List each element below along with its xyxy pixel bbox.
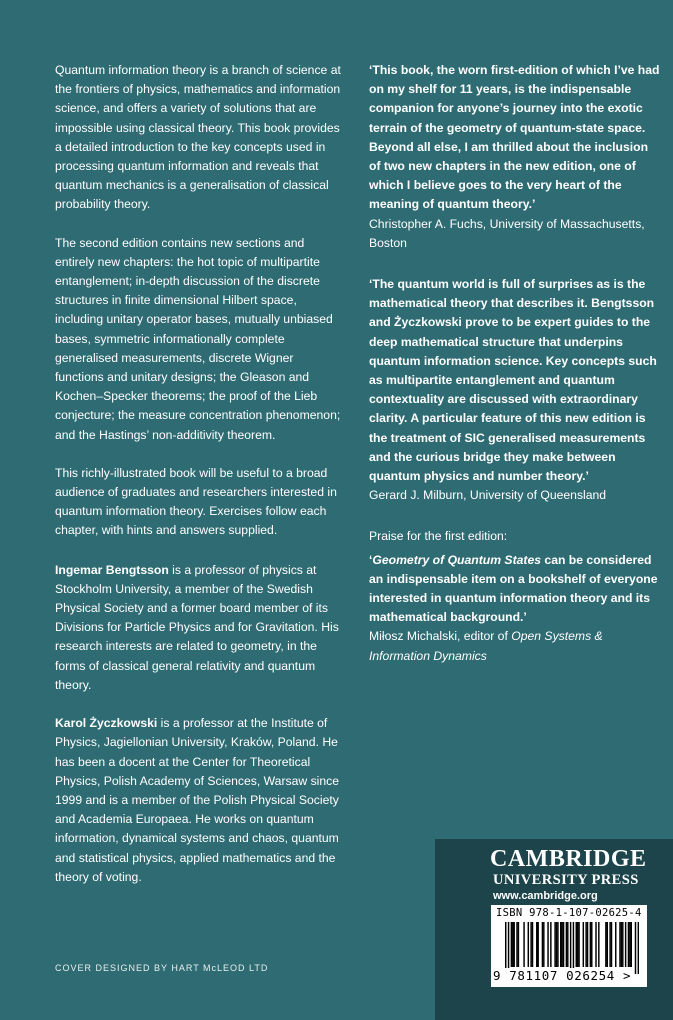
- barcode-bar: [609, 922, 610, 967]
- barcode-bar: [567, 922, 568, 967]
- quote-rest: can be considered an indispensable item on a bookshelf of everyone interested in quantum information theory and its mathematical background.’: [369, 552, 658, 625]
- barcode-bar: [543, 922, 544, 967]
- barcode-bar: [557, 922, 558, 967]
- review-quote-michalski: [369, 551, 661, 628]
- barcode-bar: [605, 922, 606, 967]
- review-attribution-milburn: Gerard J. Milburn, University of Queensland: [369, 488, 607, 503]
- barcode-icon: [505, 922, 639, 974]
- barcode-bar: [619, 922, 620, 967]
- barcode-bar: [556, 922, 557, 967]
- barcode-bar: [560, 922, 561, 967]
- journal-name: Open Systems & Information Dynamics: [369, 629, 603, 663]
- barcode-bar: [528, 922, 529, 967]
- barcode-bar: [576, 922, 577, 967]
- author-bio-zyczkowski: [55, 714, 345, 887]
- attribution-prefix: Miłosz Michalski, editor of: [369, 629, 512, 644]
- barcode-bar: [561, 922, 562, 967]
- author-bio-text-zyczkowski: is a professor at the Institute of Physics, Jagiellonian University, Kraków, Poland. He has been a docent at the Center for Theoretical Physics, Polish Academy of Sciences, Warsaw since 1999 and is a member of the Polish Physical Society and Academia Europaea. He works on quantum information, dynamical systems and chaos, quantum and statistical physics, applied mathematics and the theory of voting.: [55, 716, 340, 884]
- barcode-bar: [536, 922, 537, 967]
- quote-open-mark: ‘: [369, 552, 373, 567]
- publisher-press: UNIVERSITY PRESS: [493, 872, 639, 888]
- barcode-bar: [570, 922, 571, 974]
- barcode-bar: [512, 922, 513, 967]
- publisher-box: [435, 839, 673, 1020]
- review-attribution-michalski: [369, 627, 661, 665]
- barcode-bar: [516, 922, 517, 967]
- barcode-bar: [591, 922, 592, 967]
- barcode-bar: [523, 922, 524, 967]
- barcode-bar: [542, 922, 543, 967]
- barcode-bar: [629, 922, 630, 967]
- barcode-bar: [611, 922, 612, 967]
- review-quote-milburn: ‘The quantum world is full of surprises as is the mathematical theory that describes it. Bengtsson and Życzkowski prove to be expert guides to the deep mathematical structure that underpins quantum information science. Key concepts such as multipartite entanglement and quantum contextuality are discussed with extraordinary clarity. A particular feature of this new edition is the treatment of SIC generalised measurements and the curious bridge they make between quantum physics and number theory.’: [369, 277, 657, 484]
- barcode-bar: [577, 922, 578, 967]
- barcode-bar: [625, 922, 626, 967]
- author-bio-text-bengtsson: is a professor of physics at Stockholm University, a member of the Swedish Physical Society and a former board member of its Divisions for Particle Physics and for Gravitation. His research interests are related to geometry, in the forms of classical general relativity and quantum theory.: [55, 562, 339, 692]
- publisher-name: CAMBRIDGE: [490, 846, 647, 872]
- barcode-bar: [587, 922, 588, 967]
- barcode-bar: [563, 922, 564, 967]
- cover-design-credit: COVER DESIGNED BY HART McLEOD LTD: [55, 963, 269, 973]
- praise-heading: Praise for the first edition:: [369, 529, 508, 544]
- barcode-bar: [622, 922, 623, 967]
- author-bio-bengtsson: [55, 561, 345, 695]
- barcode-bar: [585, 922, 586, 967]
- barcode-bar: [595, 922, 596, 967]
- barcode-bar: [578, 922, 579, 967]
- barcode-bar: [638, 922, 639, 974]
- barcode-bar: [550, 922, 551, 967]
- barcode-bar: [566, 922, 567, 967]
- left-column: [55, 61, 345, 906]
- description-paragraph-2: The second edition contains new sections and entirely new chapters: the hot topic of multipartite entanglement; in-depth discussion of the discrete structures in finite dimensional Hilbert space, including unitary operator bases, mutually unbiased bases, symmetric informationally complete generalised measurements, discrete Wigner functions and unitary designs; the Gleason and Kochen–Specker theorems; the proof of the Lieb conjecture; the measure concentration phenomenon; and the Hastings’ non-additivity theorem.: [55, 235, 341, 442]
- barcode-bar: [635, 922, 636, 974]
- barcode-bar: [511, 922, 512, 967]
- review-attribution-fuchs: Christopher A. Fuchs, University of Massachusetts, Boston: [369, 216, 645, 250]
- barcode-bar: [573, 922, 574, 974]
- barcode-bar: [554, 922, 555, 967]
- review-quote-fuchs: ‘This book, the worn first-edition of which I’ve had on my shelf for 11 years, is the indispensable companion for anyone’s journey into the exotic terrain of the geometry of quantum-state space. Beyond all else, I am thrilled about the inclusion of two new chapters in the new edition, one of which I believe goes to the very heart of the meaning of quantum theory.’: [369, 63, 660, 212]
- isbn-text: ISBN 978-1-107-02625-4: [496, 907, 642, 919]
- barcode-digits: 9 781107 026254 >: [493, 968, 632, 983]
- description-paragraph-1: Quantum information theory is a branch of science at the frontiers of physics, mathematics and information science, and offers a variety of solutions that are impossible using classical theory. This book provides a detailed introduction to the key concepts used in processing quantum information and reveals that quantum mechanics is a generalisation of classical probability theory.: [55, 63, 341, 212]
- description-paragraph-3: This richly-illustrated book will be useful to a broad audience of graduates and researchers interested in quantum information theory. Exercises follow each chapter, with hints and answers supplied.: [55, 465, 337, 538]
- barcode-bar: [590, 922, 591, 967]
- barcode-bar: [508, 922, 509, 974]
- barcode-bar: [505, 922, 506, 974]
- barcode-bar: [518, 922, 519, 967]
- barcode-bar: [598, 922, 599, 967]
- barcode-bar: [628, 922, 629, 967]
- author-name-zyczkowski: Karol Życzkowski: [55, 716, 158, 731]
- barcode-bar: [537, 922, 538, 967]
- barcode-bar: [513, 922, 514, 967]
- barcode-bar: [547, 922, 548, 967]
- barcode-bar: [530, 922, 531, 967]
- author-name-bengtsson: Ingemar Bengtsson: [55, 562, 169, 577]
- barcode-bar: [621, 922, 622, 967]
- barcode-bar: [532, 922, 533, 967]
- barcode-bar: [615, 922, 616, 967]
- isbn-label: [491, 905, 647, 987]
- barcode-bar: [583, 922, 584, 967]
- barcode-bar: [607, 922, 608, 967]
- right-column: [369, 61, 661, 688]
- barcode-bar: [631, 922, 632, 967]
- book-title-italic: Geometry of Quantum States: [372, 552, 542, 567]
- publisher-url: www.cambridge.org: [493, 890, 598, 902]
